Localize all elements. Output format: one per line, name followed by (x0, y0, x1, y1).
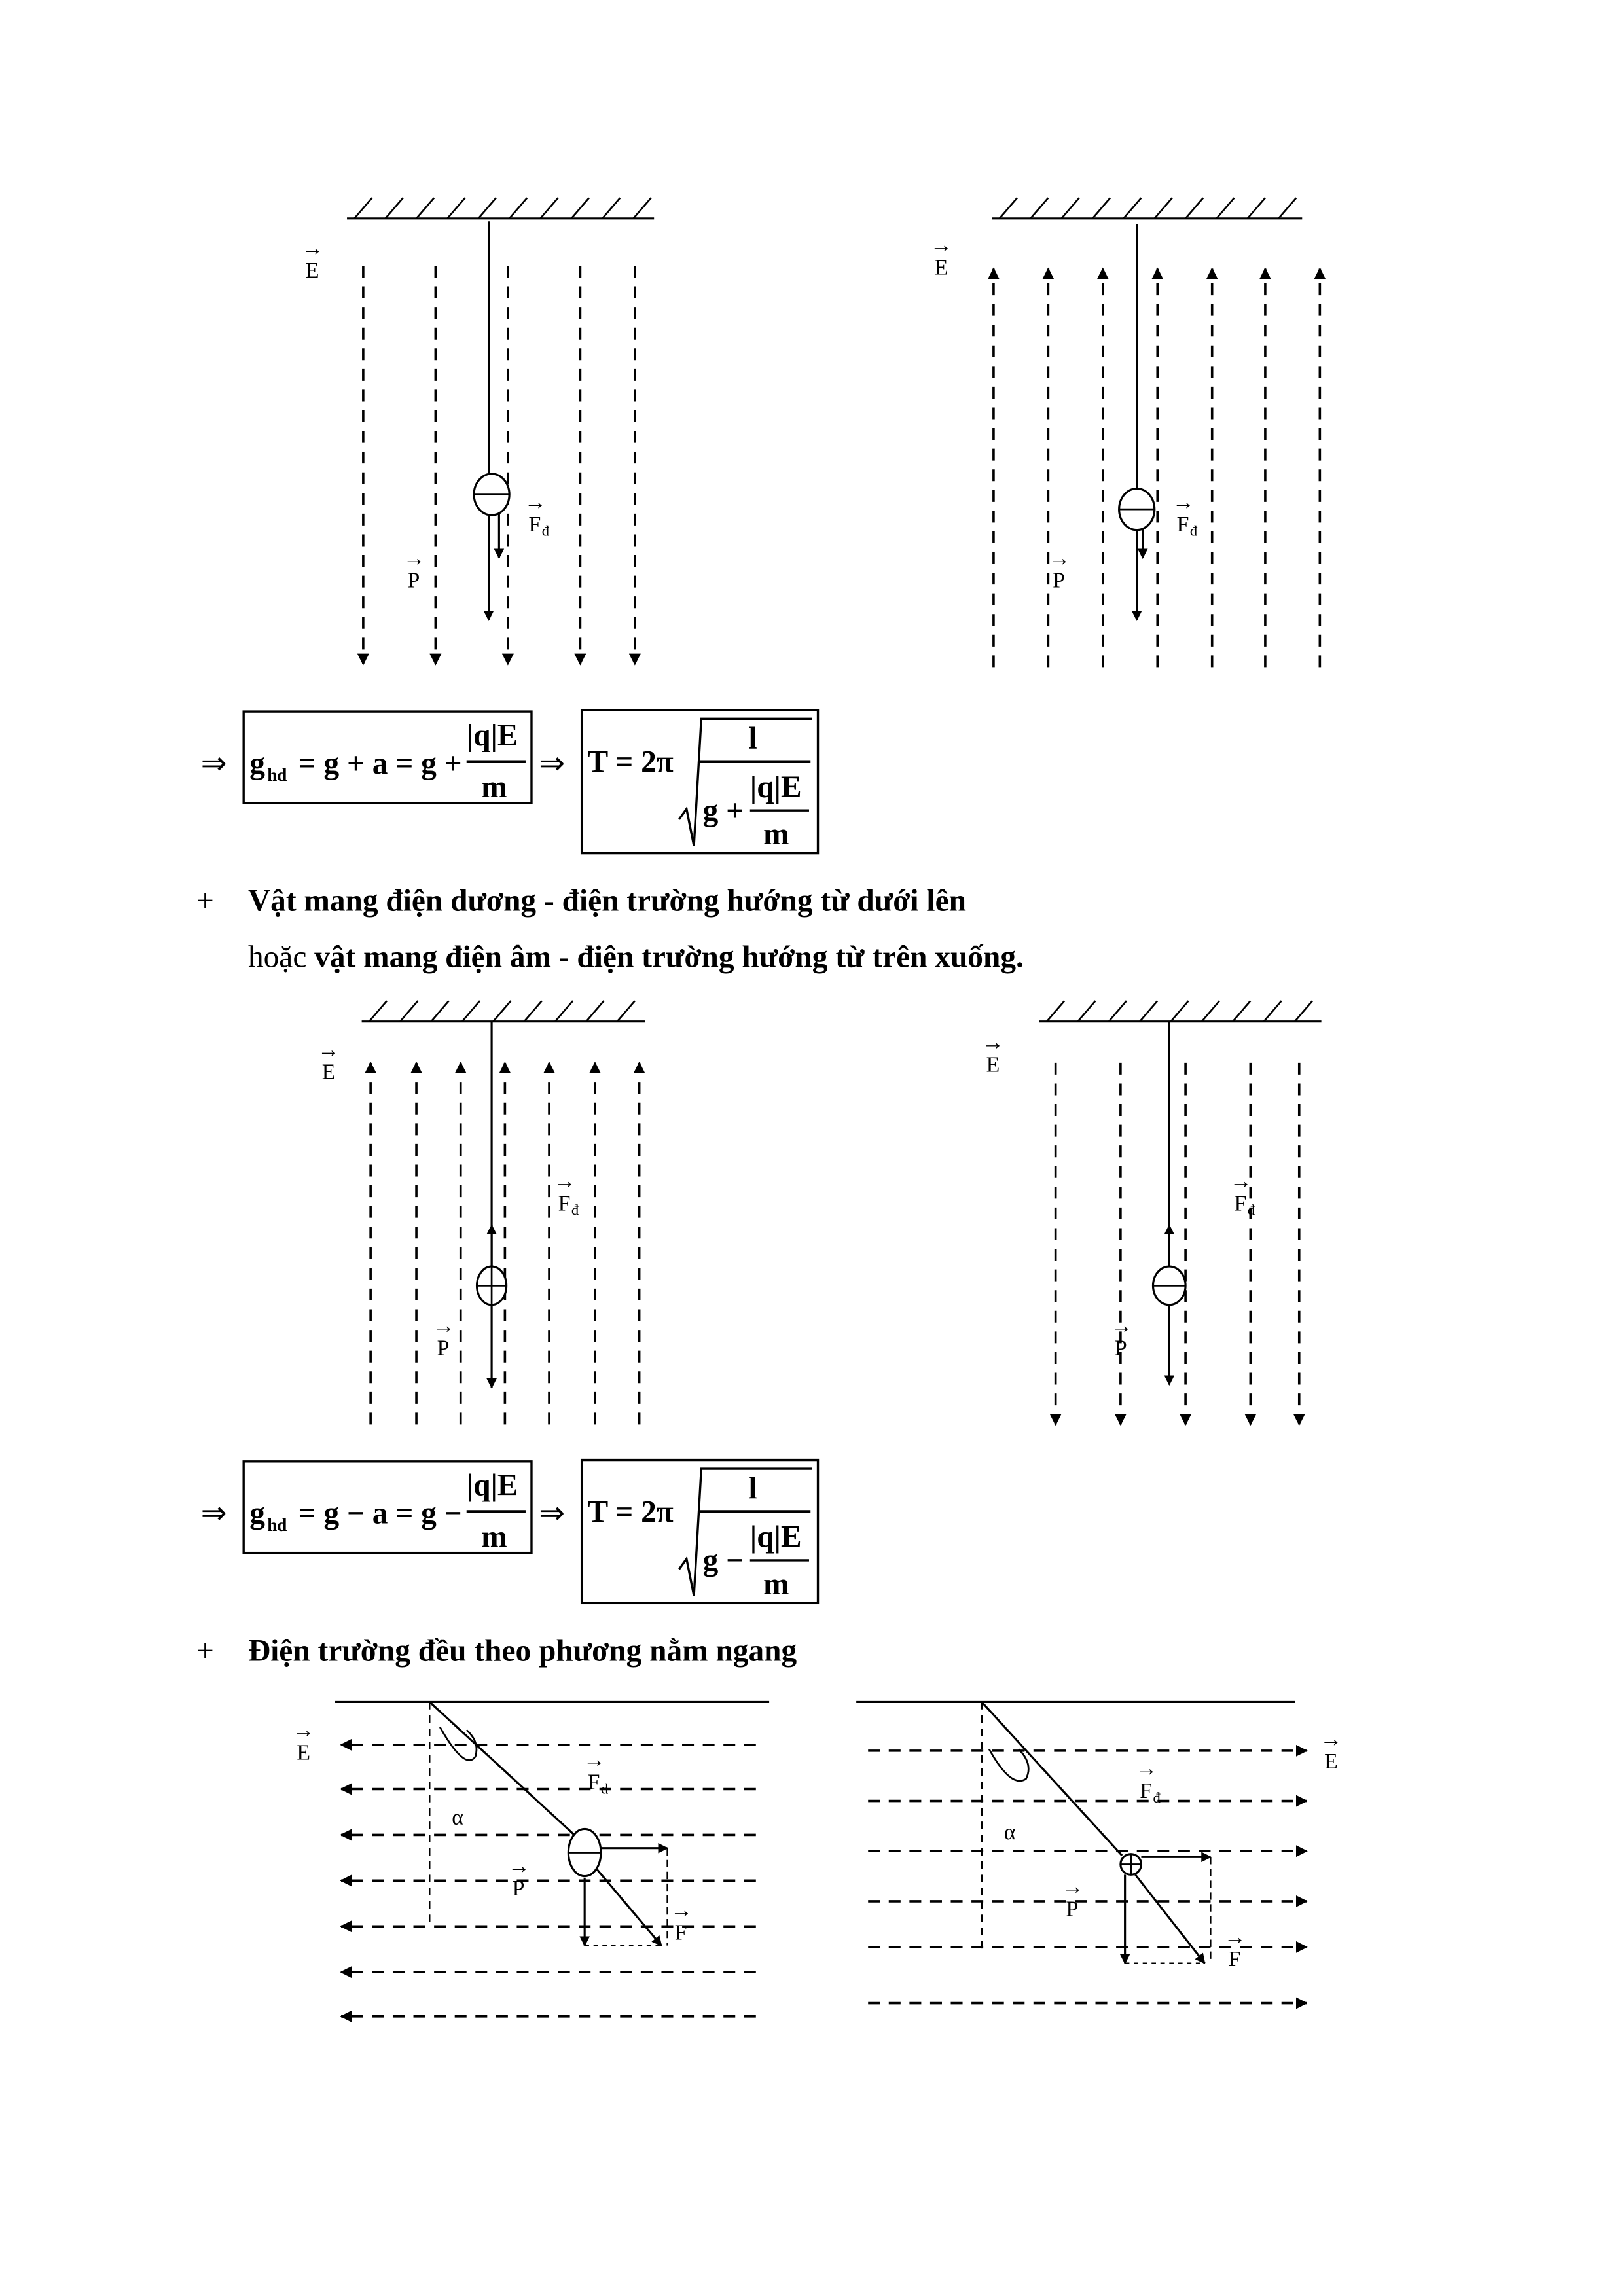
ceiling-hatch (1233, 1001, 1250, 1022)
ceiling-hatch (617, 1001, 635, 1022)
vector-letter: F (674, 1920, 687, 1945)
vector-letter: P (1114, 1336, 1127, 1361)
fraction-numerator: |q|E (749, 770, 802, 804)
vector-arrow: → (583, 1748, 605, 1772)
vector-letter: F (1234, 1191, 1247, 1216)
ceiling-hatch (571, 198, 589, 219)
label-E (1320, 1727, 1342, 1774)
ceiling-hatch (1077, 1001, 1095, 1022)
ceiling-hatch (1123, 198, 1141, 219)
fraction-denominator: m (763, 1567, 789, 1602)
ceiling-hatch (369, 1001, 387, 1022)
g-symbol: g (249, 1496, 265, 1531)
vector-letter: F (1228, 1947, 1241, 1972)
vector-letter: E (321, 1060, 336, 1085)
ceiling-hatch (1000, 198, 1017, 219)
bullet: + (196, 1634, 214, 1668)
ceiling-hatch (634, 198, 651, 219)
vector-arrow: → (1135, 1757, 1158, 1782)
vector-letter: P (437, 1336, 450, 1361)
ceiling-hatch (493, 1001, 511, 1022)
length-symbol: l (748, 721, 757, 756)
vector-arrow: → (1320, 1727, 1343, 1752)
formula-row-minus (201, 1460, 818, 1604)
vector-arrow: → (1110, 1314, 1132, 1338)
label-Fd (554, 1170, 579, 1219)
label-E (930, 234, 952, 280)
vector-letter: E (986, 1052, 1000, 1077)
fraction-denominator: m (763, 817, 789, 852)
vector-letter: F (1176, 512, 1189, 537)
ceiling-hatch (447, 198, 465, 219)
implies-symbol: ⇒ (200, 1496, 227, 1531)
period-lhs: T = 2π (587, 745, 674, 780)
label-E (982, 1031, 1004, 1077)
formula-rhs: = g + a = g + (298, 746, 462, 781)
vector-letter: P (407, 568, 420, 593)
ceiling-hatch (1155, 198, 1172, 219)
vector-arrow: → (301, 236, 323, 261)
label-Fd (1135, 1757, 1161, 1806)
hd-subscript: hd (267, 765, 287, 785)
fraction-numerator: |q|E (466, 1468, 518, 1503)
label-P (1048, 547, 1070, 593)
implies-symbol: ⇒ (539, 1496, 565, 1531)
vector-arrow: → (524, 490, 547, 515)
ceiling-hatch (416, 198, 434, 219)
vector-letter: E (297, 1740, 311, 1765)
label-alpha: α (452, 1805, 463, 1830)
formula-row-plus (201, 710, 818, 853)
vector-arrow: → (981, 1030, 1004, 1055)
vector-subscript: đ (1247, 1202, 1255, 1219)
fraction-denominator: m (481, 1520, 507, 1554)
ceiling-hatch (1185, 198, 1203, 219)
g-plus: g + (702, 793, 744, 828)
formula-rhs: = g − a = g − (298, 1496, 462, 1531)
ceiling-hatch (1202, 1001, 1219, 1022)
ceiling-hatch (541, 198, 558, 219)
ceiling-hatch (1140, 1001, 1157, 1022)
label-F (1224, 1925, 1246, 1971)
vector-letter: F (1140, 1779, 1153, 1804)
label-Fd (583, 1748, 609, 1797)
vector-letter: F (587, 1770, 600, 1795)
vector-arrow: → (929, 233, 952, 258)
case-heading: Vật mang điện dương - điện trường hướng từ dưới lên (247, 884, 966, 918)
ceiling-hatch (586, 1001, 604, 1022)
ceiling-hatch (509, 198, 527, 219)
ceiling-hatch (400, 1001, 418, 1022)
fraction-numerator: |q|E (749, 1520, 802, 1554)
length-symbol: l (748, 1471, 757, 1506)
vector-arrow: → (1048, 546, 1071, 571)
ceiling-hatch (1295, 1001, 1312, 1022)
label-E (317, 1038, 340, 1085)
implies-symbol: ⇒ (539, 746, 565, 781)
label-E (293, 1719, 315, 1765)
string (982, 1702, 1122, 1856)
label-E (301, 236, 323, 283)
g-minus: g − (702, 1543, 744, 1578)
vector-arrow: → (292, 1718, 315, 1743)
vector-letter: E (1324, 1749, 1338, 1774)
angle-arc (989, 1749, 1028, 1781)
ceiling-hatch (1092, 198, 1110, 219)
implies-symbol: ⇒ (200, 746, 227, 781)
vector-letter: P (1053, 568, 1065, 593)
ceiling-hatch (1047, 1001, 1064, 1022)
bullet: + (196, 884, 214, 918)
label-P (433, 1314, 455, 1361)
vector-subscript: đ (571, 1202, 579, 1219)
period-lhs: T = 2π (587, 1495, 674, 1530)
vector-letter: P (1066, 1897, 1079, 1922)
vector-arrow: → (432, 1314, 455, 1338)
ceiling-hatch (555, 1001, 573, 1022)
resultant-force-arrow (1135, 1874, 1204, 1963)
vector-arrow: → (670, 1898, 693, 1923)
vector-letter: F (558, 1191, 571, 1216)
vector-subscript: đ (1153, 1789, 1161, 1806)
label-F (670, 1899, 693, 1945)
ceiling-hatch (1030, 198, 1048, 219)
vector-letter: E (305, 259, 319, 283)
ceiling-hatch (462, 1001, 480, 1022)
vector-arrow: → (1223, 1925, 1246, 1950)
ceiling-hatch (354, 198, 372, 219)
label-P (508, 1854, 530, 1901)
vector-letter: E (934, 255, 948, 280)
label-alpha: α (1003, 1820, 1016, 1845)
vector-subscript: đ (600, 1780, 609, 1797)
vector-arrow: → (1172, 490, 1195, 515)
label-P (403, 547, 425, 593)
ceiling-hatch (478, 198, 496, 219)
label-P (1110, 1314, 1132, 1361)
vector-letter: P (512, 1876, 525, 1901)
label-P (1062, 1875, 1084, 1922)
ceiling-hatch (386, 198, 403, 219)
label-Fd (524, 490, 550, 539)
ceiling-hatch (1171, 1001, 1189, 1022)
vector-arrow: → (553, 1169, 576, 1194)
ceiling-hatch (1248, 198, 1265, 219)
vector-letter: F (528, 512, 541, 537)
ceiling-hatch (524, 1001, 542, 1022)
ceiling-hatch (1216, 198, 1234, 219)
fraction-denominator: m (481, 770, 507, 804)
vector-arrow: → (403, 546, 425, 571)
g-symbol: g (249, 746, 265, 781)
ceiling-hatch (1278, 198, 1296, 219)
ceiling-hatch (1264, 1001, 1282, 1022)
ceiling-hatch (1109, 1001, 1127, 1022)
vector-arrow: → (317, 1037, 340, 1062)
vector-arrow: → (1229, 1169, 1252, 1194)
vector-arrow: → (1061, 1874, 1084, 1899)
vector-subscript: đ (1189, 522, 1198, 539)
vector-subscript: đ (541, 522, 550, 539)
ceiling-hatch (431, 1001, 449, 1022)
ceiling-hatch (1062, 198, 1079, 219)
ceiling-hatch (602, 198, 620, 219)
hd-subscript: hd (267, 1515, 287, 1535)
case-heading-line2: hoặc vật mang điện âm - điện trường hướng từ trên xuống. (247, 940, 1024, 975)
vector-arrow: → (507, 1854, 530, 1879)
label-Fd (1172, 490, 1198, 539)
case-heading: Điện trường đều theo phương nằm ngang (247, 1634, 797, 1668)
fraction-numerator: |q|E (466, 718, 518, 753)
